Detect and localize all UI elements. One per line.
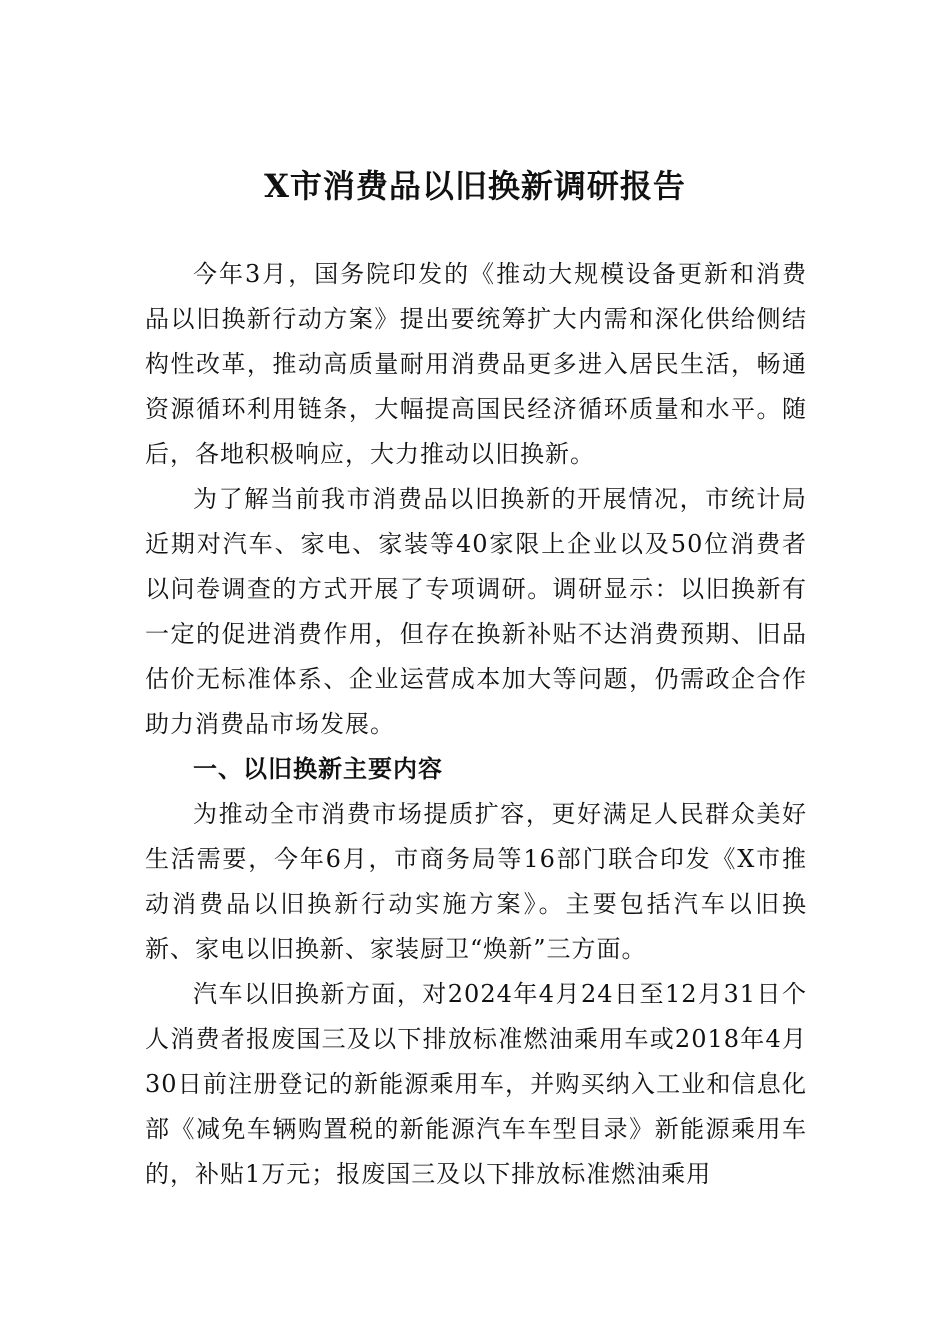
document-title: X市消费品以旧换新调研报告: [264, 167, 686, 205]
document-body: [145, 252, 807, 1197]
paragraph-intro: 今年3月，国务院印发的《推动大规模设备更新和消费品以旧换新行动方案》提出要统筹扩大内需和深化供给侧结构性改革，推动高质量耐用消费品更多进入居民生活，畅通资源循环利用链条，大幅提高国民经济循环质量和水平。随后，各地积极响应，大力推动以旧换新。: [145, 260, 807, 468]
paragraph-survey: 为了解当前我市消费品以旧换新的开展情况，市统计局近期对汽车、家电、家装等40家限上企业以及50位消费者以问卷调查的方式开展了专项调研。调研显示：以旧换新有一定的促进消费作用，但存在换新补贴不达消费预期、旧品估价无标准体系、企业运营成本加大等问题，仍需政企合作助力消费品市场发展。: [145, 485, 807, 738]
section-heading: 一、以旧换新主要内容: [193, 755, 443, 783]
paragraph-auto-trade-in: 汽车以旧换新方面，对2024年4月24日至12月31日个人消费者报废国三及以下排放标准燃油乘用车或2018年4月30日前注册登记的新能源乘用车，并购买纳入工业和信息化部《减免车辆购置税的新能源汽车车型目录》新能源乘用车的，补贴1万元；报废国三及以下排放标准燃油乘用: [145, 980, 807, 1188]
paragraph-plan: 为推动全市消费市场提质扩容，更好满足人民群众美好生活需要，今年6月，市商务局等16部门联合印发《X市推动消费品以旧换新行动实施方案》。主要包括汽车以旧换新、家电以旧换新、家装厨卫“焕新”三方面。: [145, 800, 807, 963]
